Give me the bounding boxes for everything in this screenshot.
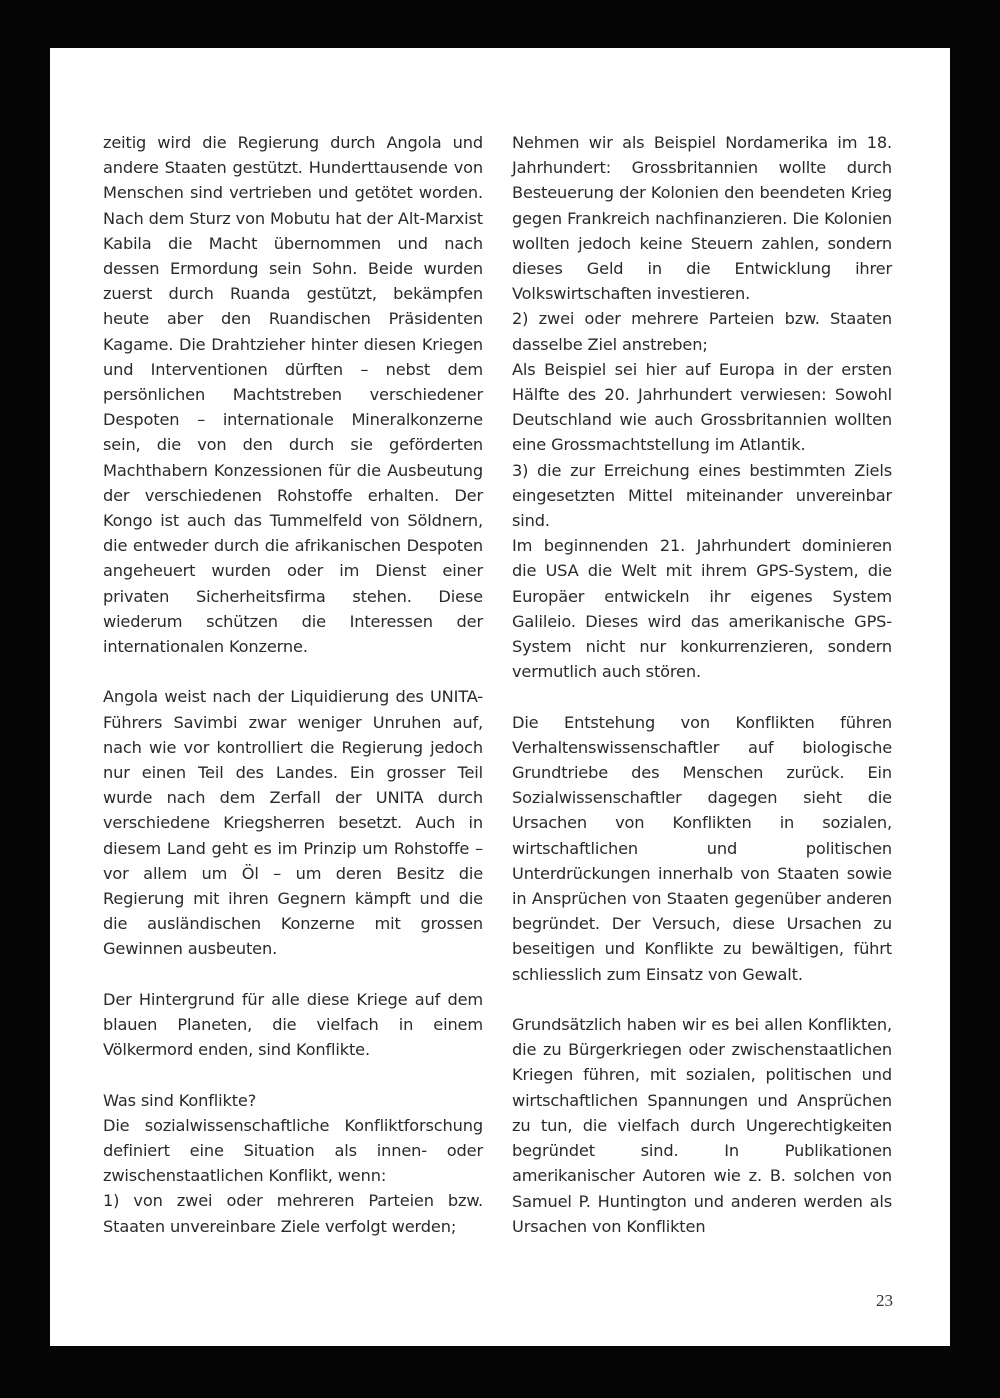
paragraph-kongo: zeitig wird die Regierung durch Angola und andere Staaten gestützt. Hunderttausende von Menschen sind vertrieben und getötet worden. Nach dem Sturz von Mobutu hat der Alt-Marxist Kabila die Macht übernommen und nach dessen Ermordung sein Sohn. Beide wurden zuerst durch Ruanda gestützt, bekämpfen heute aber den Ruandischen Präsidenten Kagame. Die Drahtzieher hinter diesen Kriegen und Interventionen dürften – nebst dem persönlichen Machtstreben verschiedener Despoten – internationale Mineralkonzerne sein, die von den durch sie geförderten Machthabern Konzessionen für die Ausbeutung der verschiedenen Rohstoffe erhalten. Der Kongo ist auch das Tummelfeld von Söldnern, die entweder durch die afrikanischen Despoten angeheuert wurden oder im Dienst einer privaten Sicherheitsfirma stehen. Diese wiederum schützen die Interessen der internationalen Konzerne. — [103, 133, 483, 657]
left-text-column — [103, 130, 483, 1239]
paragraph-angola: Angola weist nach der Liquidierung des UNITA-Führers Savimbi zwar weniger Unruhen auf, nach wie vor kontrolliert die Regierung jedoch nur einen Teil des Landes. Ein grosser Teil wurde nach dem Zerfall der UNITA durch verschiedene Kriegsherren besetzt. Auch in diesem Land geht es im Prinzip um Rohstoffe – vor allem um Öl – um deren Besitz die Regierung mit ihren Gegnern kämpft und die die ausländischen Konzerne mit grossen Gewinnen ausbeuten. — [103, 687, 483, 959]
paragraph-hintergrund: Der Hintergrund für alle diese Kriege auf dem blauen Planeten, die vielfach in einem Völkermord enden, sind Konflikte. — [103, 989, 483, 1060]
document-page — [50, 48, 950, 1346]
subheading-was-sind-konflikte: Was sind Konflikte? — [103, 1090, 257, 1110]
list-item-2: 2) zwei oder mehrere Parteien bzw. Staaten dasselbe Ziel anstreben; — [512, 309, 892, 354]
list-item-1: 1) von zwei oder mehreren Parteien bzw. Staaten unvereinbare Ziele verfolgt werden; — [103, 1191, 483, 1236]
paragraph-entstehung: Die Entstehung von Konflikten führen Verhaltenswissenschaftler auf biologische Grundtriebe des Menschen zurück. Ein Sozialwissenschaftler dagegen sieht die Ursachen von Konflikten in sozialen, wirtschaftlichen und politischen Unterdrückungen innerhalb von Staaten sowie in Ansprüchen von Staaten gegenüber anderen begründet. Der Versuch, diese Ursachen zu beseitigen und Konflikte zu bewältigen, führt schliesslich zum Einsatz von Gewalt. — [512, 712, 892, 984]
right-text-column — [512, 130, 892, 1239]
paragraph-europa: Als Beispiel sei hier auf Europa in der ersten Hälfte des 20. Jahrhundert verwiesen: Sowohl Deutschland wie auch Grossbritannien wollten eine Grossmachtstellung im Atlantik. — [512, 359, 892, 455]
paragraph-grundsaetzlich: Grundsätzlich haben wir es bei allen Konflikten, die zu Bürgerkriegen oder zwischenstaatlichen Kriegen führen, mit sozialen, politischen und wirtschaftlichen Spannungen und Ansprüchen zu tun, die vielfach durch Ungerechtigkeiten begründet sind. In Publikationen amerikanischer Autoren wie z. B. solchen von Samuel P. Huntington und anderen werden als Ursachen von Konflikten — [512, 1015, 892, 1236]
paragraph-gps: Im beginnenden 21. Jahrhundert dominieren die USA die Welt mit ihrem GPS-System, die Europäer entwickeln ihr eigenes System Galileio. Dieses wird das amerikanische GPS-System nicht nur konkurrenzieren, sondern vermutlich auch stören. — [512, 536, 892, 682]
paragraph-nordamerika: Nehmen wir als Beispiel Nordamerika im 18. Jahrhundert: Grossbritannien wollte durch Besteuerung der Kolonien den beendeten Krieg gegen Frankreich nachfinanzieren. Die Kolonien wollten jedoch keine Steuern zahlen, sondern dieses Geld in die Entwicklung ihrer Volkswirtschaften investieren. — [512, 133, 892, 304]
page-number: 23 — [876, 1291, 893, 1310]
paragraph-definition: Die sozialwissenschaftliche Konfliktforschung definiert eine Situation als innen- oder zwischenstaatlichen Konflikt, wenn: — [103, 1115, 483, 1186]
list-item-3: 3) die zur Erreichung eines bestimmten Ziels eingesetzten Mittel miteinander unvereinbar sind. — [512, 460, 892, 531]
